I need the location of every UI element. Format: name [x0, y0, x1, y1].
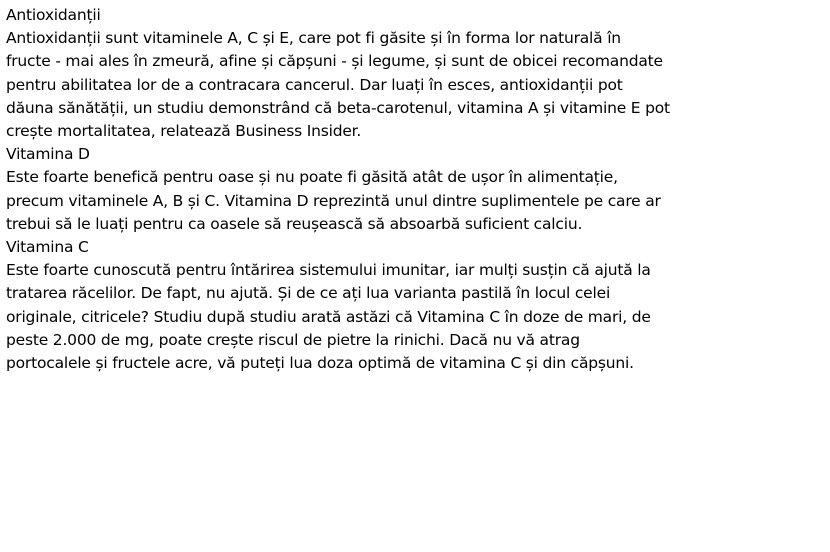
paragraph-line: Este foarte cunoscută pentru întărirea sistemului imunitar, iar mulți susțin că ajută la [6, 261, 651, 280]
paragraph-line: pentru abilitatea lor de a contracara cancerul. Dar luați în esces, antioxidanții pot [6, 75, 623, 94]
section-heading-vitamin-d: Vitamina D [6, 145, 90, 164]
paragraph-line: crește mortalitatea, relatează Business Insider. [6, 122, 362, 141]
paragraph-line: peste 2.000 de mg, poate crește riscul de pietre la rinichi. Dacă nu vă atrag [6, 330, 580, 349]
paragraph-line: Este foarte benefică pentru oase și nu poate fi găsită atât de ușor în alimentație, [6, 168, 618, 187]
paragraph-line: trebui să le luați pentru ca oasele să reușească să absoarbă suficient calciu. [6, 214, 583, 233]
section-heading-vitamin-c: Vitamina C [6, 238, 89, 257]
paragraph-line: dăuna sănătății, un studiu demonstrând că beta-carotenul, vitamina A și vitamine E pot [6, 98, 670, 117]
paragraph-line: originale, citricele? Studiu după studiu arată astăzi că Vitamina C în doze de mari, de [6, 307, 651, 326]
paragraph-line: fructe - mai ales în zmeură, afine și căpșuni - și legume, și sunt de obicei recomandate [6, 52, 663, 71]
paragraph-line: Antioxidanții sunt vitaminele A, C și E, care pot fi găsite și în forma lor naturală în [6, 29, 621, 48]
section-heading-antioxidants: Antioxidanții [6, 6, 101, 24]
paragraph-line: portocalele și fructele acre, vă puteți lua doza optimă de vitamina C și din căpșuni. [6, 354, 634, 373]
paragraph-line: precum vitaminele A, B și C. Vitamina D reprezintă unul dintre suplimentele pe care ar [6, 191, 661, 210]
paragraph-line: tratarea răcelilor. De fapt, nu ajută. Și de ce ați lua varianta pastilă în locul celei [6, 284, 611, 303]
document-body [6, 4, 828, 375]
